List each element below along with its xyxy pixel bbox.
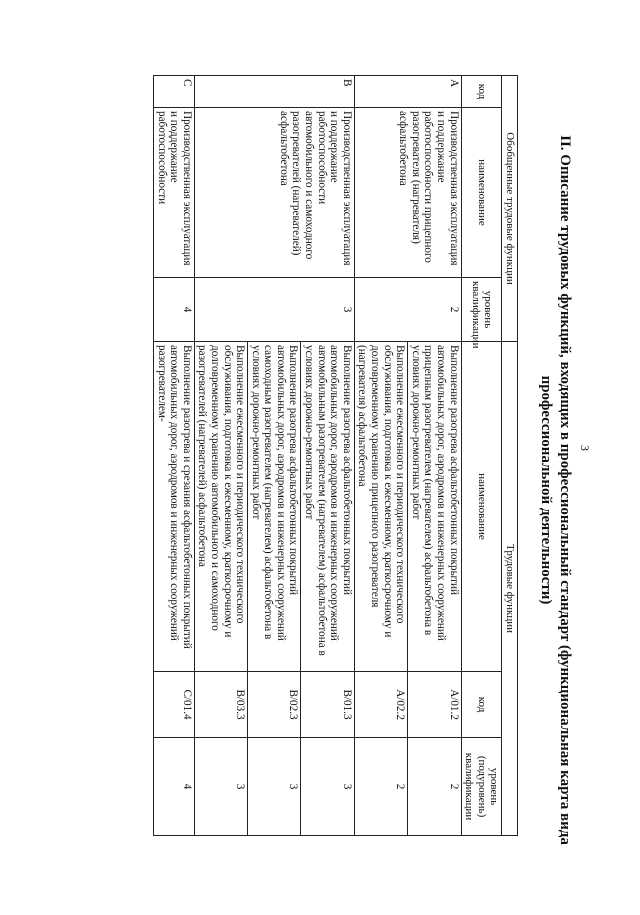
tf-name: Выполнение разогрева асфальтобетонных покрытий автомобильных дорог, аэродромов и инженерных сооружений прицепным разогревателем (нагревателем) асфальтобетона в условиях дорожно-ремонтных работ	[408, 342, 461, 672]
gtf-code: C	[153, 76, 194, 108]
gtf-name: Производственная эксплуатация и поддержание работоспособности автомобильного и самоходного разогревателей (нагревателей) асфальтобетона	[194, 108, 354, 278]
tf-code: C/01.4	[153, 672, 194, 738]
tf-name: Выполнение разогрева асфальтобетонных покрытий автомобильных дорог, аэродромов и инженерных сооружений самоходным разогревателем (нагревателем) асфальтобетона в условиях дорожно-ремонтных работ	[248, 342, 301, 672]
tf-code: B/03.3	[194, 672, 247, 738]
tf-code: B/02.3	[248, 672, 301, 738]
tf-name: Выполнение ежесменного и периодического технического обслуживания, подготовка к ежесменному, краткосрочному и долговременному хранению прицепного разогревателя (нагревателя) асфальтобетона	[354, 342, 407, 672]
tf-level: 3	[301, 738, 354, 836]
table-row	[301, 76, 354, 836]
tf-level: 2	[354, 738, 407, 836]
gtf-level: 2	[354, 278, 461, 342]
tf-code: A/02.2	[354, 672, 407, 738]
gtf-name: Производственная эксплуатация и поддержание работоспособности	[153, 108, 194, 278]
gtf-code: A	[354, 76, 461, 108]
tf-level: 3	[194, 738, 247, 836]
gtf-level: 4	[153, 278, 194, 342]
tf-name: Выполнение ежесменного и периодического технического обслуживания, подготовка к ежесменному, краткосрочному и долговременному хранению автомобильного и самоходного разогревателей (нагревателей) асфальтобетона	[194, 342, 247, 672]
tf-name: Выполнение разогрева и срезания асфальтобетонных покрытий автомобильных дорог, аэродромов и инженерных сооружений разогревателем-	[153, 342, 194, 672]
gtf-level: 3	[194, 278, 354, 342]
tf-name: Выполнение разогрева асфальтобетонных покрытий автомобильных дорог, аэродромов и инженерных сооружений автомобильным разогревателем (нагревателем) асфальтобетона в условиях дорожно-ремонтных работ	[301, 342, 354, 672]
gtf-code: B	[194, 76, 354, 108]
header-name: наименование	[461, 108, 502, 278]
page-number: 3	[578, 445, 592, 451]
header-lf-level: уровень (подуровень) квалификации	[461, 738, 502, 836]
tf-level: 2	[408, 738, 461, 836]
header-lf-code: код	[461, 672, 502, 738]
header-lf-name: наименование	[461, 342, 502, 672]
header-generalized-functions: Обобщенные трудовые функции	[502, 76, 518, 342]
header-qual-level: уровень квалификации	[461, 278, 502, 342]
table-row	[153, 76, 194, 836]
table-row	[408, 76, 461, 836]
tf-level: 4	[153, 738, 194, 836]
header-labor-functions: Трудовые функции	[502, 342, 518, 836]
functional-map-table	[153, 75, 518, 836]
section-title: II. Описание трудовых функций, входящих в профессиональный стандарт (функциональная карта вида профессиональной деятельности)	[538, 135, 573, 845]
tf-level: 3	[248, 738, 301, 836]
tf-code: B/01.3	[301, 672, 354, 738]
gtf-name: Производственная эксплуатация и поддержание работоспособности прицепного разогревателя (нагревателя) асфальтобетона	[354, 108, 461, 278]
tf-code: A/01.2	[408, 672, 461, 738]
header-code: код	[461, 76, 502, 108]
